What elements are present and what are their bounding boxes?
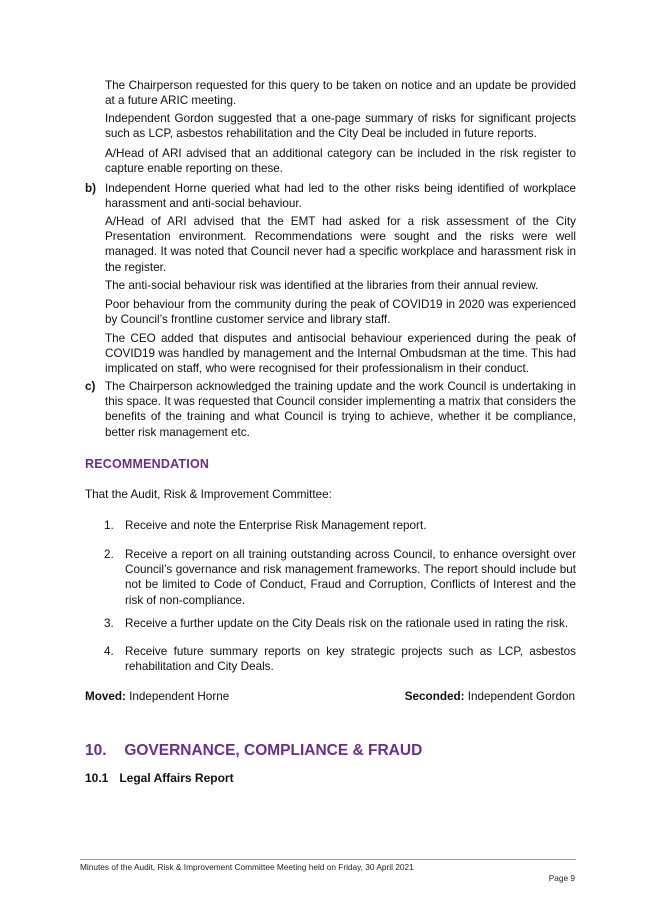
recommendation-heading: RECOMMENDATION bbox=[85, 457, 210, 471]
recommendation-number-4: 4. bbox=[104, 645, 114, 658]
seconded-label: Seconded: bbox=[404, 690, 465, 703]
subsection-heading bbox=[85, 771, 234, 785]
page-number: Page 9 bbox=[548, 873, 575, 883]
recommendation-item-4: Receive future summary reports on key strategic projects such as LCP, asbestos rehabilitation and City Deals. bbox=[125, 645, 576, 674]
item-label-c: c) bbox=[85, 380, 96, 393]
recommendation-number-3: 3. bbox=[104, 617, 114, 630]
footer-text: Minutes of the Audit, Risk & Improvement Committee Meeting held on Friday, 30 April 2021 bbox=[80, 862, 414, 872]
section-number: 10. bbox=[85, 742, 107, 759]
paragraph-gordon-suggestion: Independent Gordon suggested that a one-page summary of risks for significant projects such as LCP, asbestos rehabilitation and the City Deal be included in future reports. bbox=[105, 112, 576, 141]
recommendation-item-1: Receive and note the Enterprise Risk Management report. bbox=[125, 519, 427, 532]
recommendation-intro: That the Audit, Risk & Improvement Committee: bbox=[85, 488, 332, 501]
subsection-number: 10.1 bbox=[85, 771, 109, 785]
recommendation-item-3: Receive a further update on the City Deals risk on the rationale used in rating the risk. bbox=[125, 617, 569, 630]
moved-label: Moved: bbox=[85, 690, 126, 703]
paragraph-ceo-added: The CEO added that disputes and antisocial behaviour experienced during the peak of COVID19 was handled by management and the Internal Ombudsman at the time. This had implicated on staff, who were recognised for their professionalism in their conduct. bbox=[105, 332, 576, 376]
moved-value: Independent Horne bbox=[129, 690, 230, 703]
section-title: GOVERNANCE, COMPLIANCE & FRAUD bbox=[124, 742, 423, 759]
paragraph-ari-category: A/Head of ARI advised that an additional category can be included in the risk register to capture enable reporting on these. bbox=[105, 147, 576, 176]
moved-by bbox=[85, 690, 229, 703]
paragraph-antisocial-risk: The anti-social behaviour risk was identified at the libraries from their annual review. bbox=[105, 279, 539, 292]
paragraph-chair-request: The Chairperson requested for this query to be taken on notice and an update be provided at a future ARIC meeting. bbox=[105, 79, 576, 108]
paragraph-horne-query: Independent Horne queried what had led to the other risks being identified of workplace harassment and anti-social behaviour. bbox=[105, 182, 576, 211]
seconded-value: Independent Gordon bbox=[467, 690, 575, 703]
recommendation-number-2: 2. bbox=[104, 548, 114, 561]
recommendation-item-2: Receive a report on all training outstanding across Council, to enhance oversight over Council’s governance and risk management frameworks. The report should include but not be limited to Code of Conduct, Fraud and Corruption, Conflicts of Interest and the risk of non-compliance. bbox=[125, 548, 576, 607]
paragraph-ari-emt: A/Head of ARI advised that the EMT had asked for a risk assessment of the City Presentation environment. Recommendations were sought and the risks were well managed. It was noted that Council never had a specific workplace and harassment risk in the register. bbox=[105, 215, 576, 274]
paragraph-chair-training: The Chairperson acknowledged the training update and the work Council is undertaking in this space. It was requested that Council consider implementing a matrix that considers the benefits of the training and what Council is trying to achieve, whether it be compliance, better risk management etc. bbox=[105, 380, 576, 439]
recommendation-number-1: 1. bbox=[104, 519, 114, 532]
section-heading bbox=[85, 742, 422, 760]
subsection-title: Legal Affairs Report bbox=[119, 771, 234, 785]
item-label-b: b) bbox=[85, 182, 97, 195]
footer-divider bbox=[80, 859, 576, 860]
paragraph-poor-behaviour: Poor behaviour from the community during the peak of COVID19 in 2020 was experienced by Council’s frontline customer service and library staff. bbox=[105, 298, 576, 327]
seconded-by bbox=[405, 690, 575, 703]
